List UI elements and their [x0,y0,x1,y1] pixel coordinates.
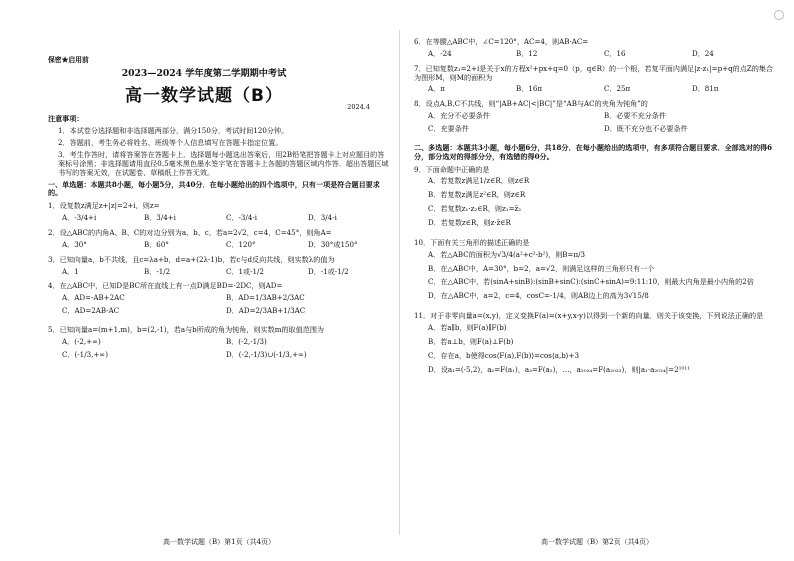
answer-option: A．-3/4+i [62,213,97,223]
option-group [62,338,390,364]
answer-option: A．若△ABC的面积为√3/4(a²+c²-b²)，则B=π/3 [428,249,586,259]
answer-option: B．若复数z满足z²∈R，则z∈R [428,190,526,200]
page-footer: 高一数学试题（B）第2页（共4页） [540,538,654,547]
question-stem: 7．已知复数z₁=2+i是关于x的方程x²+px+q=0（p，q∈R）的一个根，若复平面内满足|z-z₁|=p+q的点Z的集合为图形M，则M的面积为 [414,63,774,82]
confidential-label: 保密★启用前 [48,56,89,64]
answer-option: A．若复数z满足1/z∈R，则z∈R [428,176,530,186]
answer-option: D．设a₁=(-5,2)，a₂=F(a₁)，a₃=F(a₂)，…，a₂₀₂₄=F(a₂₀₂₃)，则|a₁·a₂₀₂₄|=2¹⁰¹¹ [428,364,691,374]
question-stem: 4．在△ABC中，已知D是BC所在直线上有一点D满足BD=-2DC，则AD= [48,281,283,291]
answer-option: A．(-2,+∞) [62,336,101,346]
note-item: 1．本试卷分选择题和非选择题两部分，满分150分，考试时间120分钟。 [58,126,289,136]
answer-option: D．若复数z∈R，则z·z̄∈R [428,218,511,228]
answer-option: C．充要条件 [428,124,469,134]
question-stem: 3．已知向量a，b不共线，且c=λa+b，d=a+(2λ-1)b，若c与d反向共线，则实数λ的值为 [48,254,335,264]
right-page [400,0,794,561]
answer-option: C．AD=2AB-AC [62,306,120,316]
answer-option: B．3/4+i [144,213,176,223]
option-group [62,214,390,223]
question-stem: 9．下面命题中正确的是 [414,164,490,174]
corner-mark-icon [774,10,784,20]
notes-title: 注意事项： [48,114,84,124]
section-heading: 一、单选题：本题共8小题，每小题5分，共40分．在每小题给出的四个选项中，只有一项是符合题目要求的。 [48,179,380,198]
answer-option: D．81π [692,84,719,94]
question-stem: 10．下面有关三角形的描述正确的是 [414,237,530,247]
answer-option: B．AD=1/3AB+2/3AC [226,293,305,303]
question-stem: 11．对于非零向量a=(x,y)，定义变换F(a)=(x+y,x-y)以得到一个新的向量．则关于该变换，下列说法正确的是 [414,311,764,321]
answer-option: D．30°或150° [308,239,358,249]
answer-option: D．在△ABC中，a=2，c=4，cosC=-1/4，则AB边上的高为3√15/8 [428,291,649,301]
answer-option: A．30° [62,239,87,249]
answer-option: D．AD=2/3AB+1/3AC [226,306,306,316]
option-group [62,268,390,277]
answer-option: D．24 [692,48,714,58]
section-heading: 二、多选题：本题共3小题，每小题6分，共18分．在每小题给出的选项中，有多项符合题目要求．全部选对的得6分，部分选对的得部分分，有选错的得0分。 [414,142,773,161]
answer-option: B．若a⊥b，则F(a)⊥F(b) [428,336,514,346]
question-list [48,202,390,363]
question-stem: 2．设△ABC的内角A、B、C的对边分别为a、b、c，若a=2√2，c=4，C=45°，则角A= [48,227,332,237]
answer-option: A．π [428,84,445,94]
question-list [414,166,780,380]
answer-option: C．25π [604,84,631,94]
answer-option: B．12 [516,48,538,58]
notes-list [48,127,390,177]
answer-option: C．16 [604,48,626,58]
option-group [62,241,390,250]
answer-option: C．(-1/3,+∞) [62,349,108,359]
question-list [414,38,780,138]
answer-option: B．-1/2 [144,266,171,276]
option-group [428,177,780,232]
answer-option: C．存在a，b使得cos⟨F(a),F(b)⟩=cos⟨a,b⟩+3 [428,350,579,360]
answer-option: A．1 [62,266,79,276]
option-group [428,112,780,138]
answer-option: A．充分不必要条件 [428,111,490,121]
option-group [62,294,390,320]
answer-option: B．(-2,-1/3) [226,336,267,346]
option-group [428,85,780,94]
page-footer: 高一数学试题（B）第1页（共4页） [162,538,276,547]
answer-option: B．必要不充分条件 [604,111,666,121]
answer-option: C．在△ABC中，若(sinA+sinB):(sinB+sinC):(sinC+sinA)=9:11:10，则最大内角是最小内角的2倍 [428,277,754,287]
option-group [428,251,780,306]
answer-option: B．60° [144,239,169,249]
answer-option: A．AD=-AB+2AC [62,293,125,303]
answer-option: C．1或-1/2 [226,266,264,276]
option-group [428,324,780,379]
answer-option: D．既不充分也不必要条件 [604,124,688,134]
answer-option: A．若a∥b，则F(a)∥F(b) [428,323,507,333]
question-stem: 1．设复数z满足z+|z|=2+i，则z= [48,201,160,211]
exam-title: 高一数学试题（B） [125,85,283,106]
answer-option: D．3/4-i [308,213,337,223]
note-item: 2．答题前，考生务必将姓名、班级等个人信息填写在答题卡指定位置。 [58,138,283,148]
note-item: 3．考生作答时，请将答案答在答题卡上．选择题每小题选出答案后，用2B铅笔把答题卡上对应题目的答案标号涂黑；非选择题请用直径0.5毫米黑色墨水签字笔在答题卡上各题的答题区域内作答．超出答题区域书写的答案无效，在试题卷、草稿纸上作答无效。 [58,149,389,177]
answer-option: C．-3/4-i [226,213,258,223]
exam-date: 2024.4 [347,103,370,112]
answer-option: B．在△ABC中，A=30°，b=2，a=√2，则满足这样的三角形只有一个 [428,263,655,273]
answer-option: B．16π [516,84,542,94]
answer-option: C．120° [226,239,256,249]
answer-option: D．-1或-1/2 [308,266,349,276]
exam-header: 2023—2024 学年度第二学期期中考试 [121,68,287,80]
question-stem: 6．在等腰△ABC中，∠C=120°，AC=4，则AB·AC= [414,37,589,46]
question-stem: 5．已知向量a=(m+1,m)，b=(2,-1)，若a与b所成的角为钝角，则实数m的取值范围为 [48,324,325,334]
answer-option: D．(-2,-1/3)∪(-1/3,+∞) [226,349,307,359]
option-group [428,50,780,59]
answer-option: A．-24 [428,48,452,58]
question-stem: 8．设点A,B,C不共线，则“|AB+AC|<|BC|”是“AB与AC的夹角为钝角”的 [414,99,648,109]
answer-option: C．若复数z₁·z₂∈R，则z₁=z̄₂ [428,204,522,214]
